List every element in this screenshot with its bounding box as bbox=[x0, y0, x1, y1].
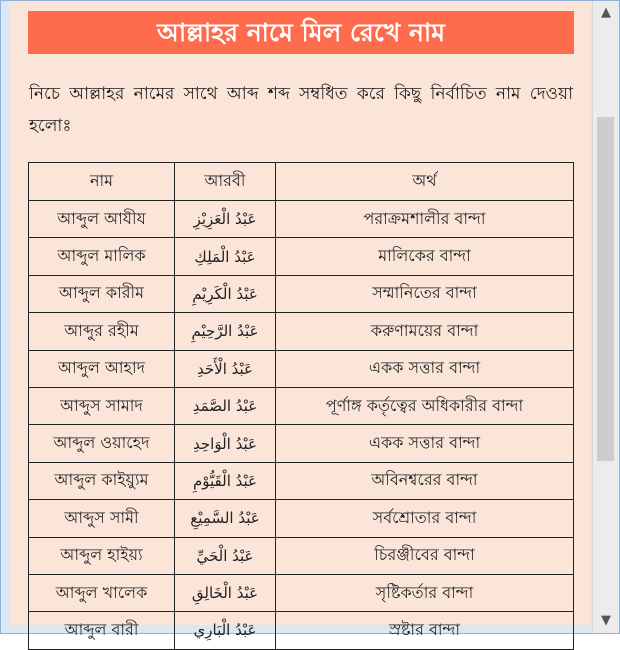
names-table bbox=[28, 162, 574, 650]
cell-name: আব্দুল খালেক bbox=[29, 574, 175, 611]
header-arabic: আরবী bbox=[175, 163, 276, 201]
cell-meaning: মালিকের বান্দা bbox=[276, 238, 574, 275]
table-row bbox=[29, 574, 574, 611]
scrollbar-thumb[interactable] bbox=[597, 117, 614, 461]
table-row bbox=[29, 201, 574, 238]
cell-name: আব্দুল কাইয়্যুম bbox=[29, 462, 175, 499]
cell-arabic: عَبْدُ الْكَرِيْمِ bbox=[175, 275, 276, 312]
cell-meaning: পরাক্রমশালীর বান্দা bbox=[276, 201, 574, 238]
table-row bbox=[29, 238, 574, 275]
section-heading: আল্লাহর নামে মিল রেখে নাম bbox=[28, 11, 574, 54]
table-row bbox=[29, 462, 574, 499]
table-row bbox=[29, 537, 574, 574]
cell-meaning: চিরঞ্জীবের বান্দা bbox=[276, 537, 574, 574]
cell-meaning: অবিনশ্বরের বান্দা bbox=[276, 462, 574, 499]
table-row bbox=[29, 425, 574, 462]
cell-arabic: عَبْدُ الْمَلِكِ bbox=[175, 238, 276, 275]
cell-name: আব্দুল আহাদ bbox=[29, 350, 175, 387]
cell-meaning: স্রষ্টার বান্দা bbox=[276, 612, 574, 649]
cell-meaning: সর্বশ্রোতার বান্দা bbox=[276, 500, 574, 537]
table-row bbox=[29, 612, 574, 649]
table-row bbox=[29, 500, 574, 537]
cell-name: আব্দুল বারী bbox=[29, 612, 175, 649]
scroll-down-arrow-icon[interactable]: ▼ bbox=[601, 613, 611, 628]
cell-name: আব্দুস সামী bbox=[29, 500, 175, 537]
cell-meaning: সৃষ্টিকর্তার বান্দা bbox=[276, 574, 574, 611]
cell-arabic: عَبْدُ الْقَيُّوْمِ bbox=[175, 462, 276, 499]
cell-name: আব্দুস সামাদ bbox=[29, 387, 175, 424]
vertical-scrollbar[interactable] bbox=[592, 1, 619, 633]
header-meaning: অর্থ bbox=[276, 163, 574, 201]
table-row bbox=[29, 387, 574, 424]
cell-arabic: عَبْدُ الصَّمَدِ bbox=[175, 387, 276, 424]
cell-name: আব্দুল কারীম bbox=[29, 275, 175, 312]
cell-meaning: সম্মানিতের বান্দা bbox=[276, 275, 574, 312]
table-row bbox=[29, 350, 574, 387]
cell-meaning: পূর্ণাঙ্গ কর্তৃত্বের অধিকারীর বান্দা bbox=[276, 387, 574, 424]
cell-arabic: عَبْدُ الْأَحَدِ bbox=[175, 350, 276, 387]
cell-name: আব্দুর রহীম bbox=[29, 313, 175, 350]
cell-arabic: عَبْدُ السَّمِيْعِ bbox=[175, 500, 276, 537]
cell-name: আব্দুল হাইয়্য bbox=[29, 537, 175, 574]
table-header-row bbox=[29, 163, 574, 201]
cell-meaning: একক সত্তার বান্দা bbox=[276, 425, 574, 462]
header-name: নাম bbox=[29, 163, 175, 201]
cell-arabic: عَبْدُ الْوَاحِدِ bbox=[175, 425, 276, 462]
cell-arabic: عَبْدُ الرَّحِيْمِ bbox=[175, 313, 276, 350]
cell-arabic: عَبْدُ الْخَالِقِ bbox=[175, 574, 276, 611]
cell-meaning: করুণাময়ের বান্দা bbox=[276, 313, 574, 350]
cell-arabic: عَبْدُ الْعَزِيْزِ bbox=[175, 201, 276, 238]
cell-name: আব্দুল ওয়াহেদ bbox=[29, 425, 175, 462]
cell-arabic: عَبْدُ الْحَيِّ bbox=[175, 537, 276, 574]
cell-name: আব্দুল আযীয bbox=[29, 201, 175, 238]
table-row bbox=[29, 313, 574, 350]
cell-name: আব্দুল মালিক bbox=[29, 238, 175, 275]
intro-paragraph: নিচে আল্লাহর নামের সাথে আব্দ শব্দ সম্বধিত করে কিছু নির্বাচিত নাম দেওয়া হলোঃ bbox=[29, 84, 573, 136]
table-row bbox=[29, 275, 574, 312]
cell-arabic: عَبْدُ الْبَارِي bbox=[175, 612, 276, 649]
cell-meaning: একক সত্তার বান্দা bbox=[276, 350, 574, 387]
scroll-up-arrow-icon[interactable]: ▲ bbox=[601, 5, 611, 20]
article-content bbox=[9, 1, 591, 640]
